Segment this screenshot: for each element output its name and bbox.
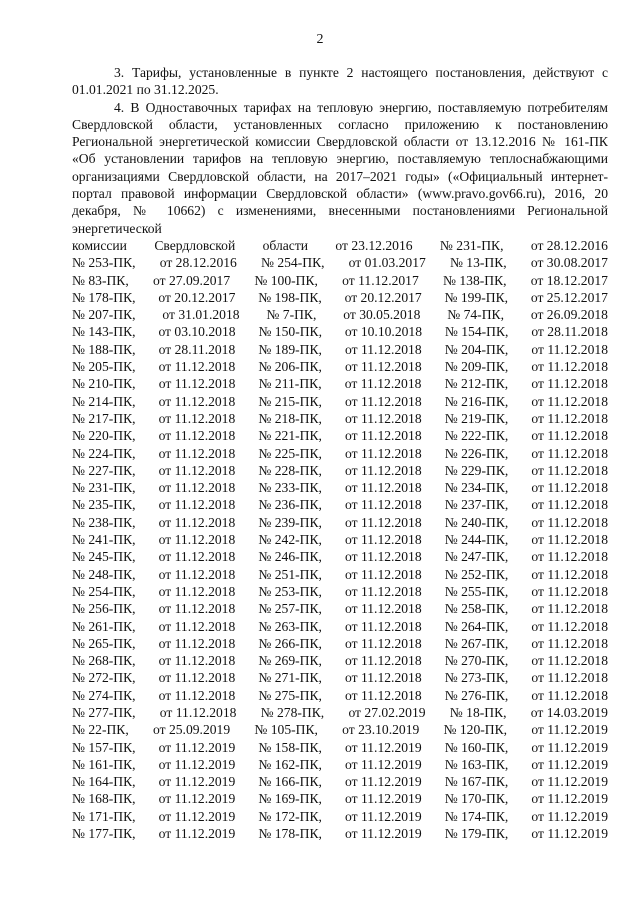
list-cell: от 11.12.2018 <box>345 618 422 634</box>
list-cell: от 11.12.2018 <box>345 341 422 357</box>
list-cell: от 30.05.2018 <box>343 307 421 323</box>
list-cell: от 11.12.2018 <box>531 635 608 651</box>
list-cell: № 220-ПК, <box>72 428 136 444</box>
list-cell: № 219-ПК, <box>444 410 509 426</box>
list-cell: от 01.03.2017 <box>348 255 426 271</box>
list-cell: № 214-ПК, <box>72 393 136 409</box>
list-line <box>72 358 608 375</box>
list-cell: № 174-ПК, <box>444 808 509 824</box>
list-cell: № 105-ПК, <box>254 722 318 738</box>
list-cell: № 224-ПК, <box>72 445 136 461</box>
list-cell: № 240-ПК, <box>444 514 509 530</box>
list-cell: от 11.12.2019 <box>531 826 608 842</box>
list-cell: от 11.12.2018 <box>345 601 422 617</box>
list-cell: № 160-ПК, <box>444 739 509 755</box>
list-cell: № 239-ПК, <box>258 514 322 530</box>
list-cell: от 03.10.2018 <box>158 324 236 340</box>
list-cell: от 11.12.2019 <box>531 808 608 824</box>
list-cell: № 199-ПК, <box>444 289 509 305</box>
list-cell: от 11.12.2018 <box>531 445 608 461</box>
list-cell: № 256-ПК, <box>72 601 136 617</box>
list-cell: № 269-ПК, <box>258 653 322 669</box>
list-cell: № 177-ПК, <box>72 826 136 842</box>
list-cell: № 235-ПК, <box>72 497 136 513</box>
list-cell: от 11.12.2018 <box>531 687 608 703</box>
list-cell: от 11.12.2018 <box>345 532 422 548</box>
list-cell: от 11.12.2018 <box>158 410 236 426</box>
list-cell: № 204-ПК, <box>444 341 509 357</box>
list-cell: № 275-ПК, <box>258 687 322 703</box>
list-cell: № 120-ПК, <box>443 722 508 738</box>
list-cell: от 11.12.2019 <box>345 791 422 807</box>
list-line <box>72 687 608 704</box>
list-cell: от 11.12.2019 <box>345 756 422 772</box>
list-cell: № 211-ПК, <box>258 376 322 392</box>
list-line <box>72 548 608 565</box>
list-cell: от 28.12.2016 <box>530 237 608 253</box>
list-cell: № 276-ПК, <box>444 687 509 703</box>
list-cell: № 241-ПК, <box>72 532 136 548</box>
list-cell: № 205-ПК, <box>72 359 136 375</box>
list-cell: № 209-ПК, <box>444 359 509 375</box>
list-cell: № 169-ПК, <box>258 791 322 807</box>
list-cell: от 11.12.2019 <box>345 774 422 790</box>
list-cell: № 22-ПК, <box>72 722 129 738</box>
list-cell: от 11.12.2018 <box>531 532 608 548</box>
list-cell: № 231-ПК, <box>72 480 136 496</box>
list-cell: № 274-ПК, <box>72 687 136 703</box>
list-cell: области <box>262 237 309 253</box>
list-cell: от 11.12.2018 <box>531 618 608 634</box>
list-line <box>72 237 608 254</box>
list-line <box>72 479 608 496</box>
list-cell: от 11.12.2018 <box>531 393 608 409</box>
list-cell: № 265-ПК, <box>72 635 136 651</box>
list-cell: № 237-ПК, <box>444 497 509 513</box>
list-cell: № 13-ПК, <box>449 255 507 271</box>
list-cell: № 253-ПК, <box>258 583 322 599</box>
list-cell: № 227-ПК, <box>72 462 136 478</box>
list-cell: от 11.12.2018 <box>531 566 608 582</box>
list-cell: № 215-ПК, <box>258 393 322 409</box>
list-cell: № 277-ПК, <box>72 704 136 720</box>
list-cell: от 11.12.2019 <box>158 756 236 772</box>
list-cell: № 264-ПК, <box>444 618 509 634</box>
list-cell: от 11.12.2019 <box>158 826 236 842</box>
list-cell: № 171-ПК, <box>72 808 136 824</box>
list-cell: от 11.12.2018 <box>158 532 236 548</box>
list-cell: от 11.12.2018 <box>158 514 236 530</box>
list-cell: № 271-ПК, <box>258 670 322 686</box>
list-cell: № 167-ПК, <box>444 774 509 790</box>
list-cell: № 7-ПК, <box>266 307 317 323</box>
list-cell: № 178-ПК, <box>258 826 322 842</box>
list-cell: от 11.12.2018 <box>531 549 608 565</box>
list-cell: от 11.12.2018 <box>345 497 422 513</box>
list-line <box>72 289 608 306</box>
list-line <box>72 825 608 842</box>
document-body <box>72 64 608 842</box>
list-cell: № 245-ПК, <box>72 549 136 565</box>
list-cell: № 258-ПК, <box>444 601 509 617</box>
list-cell: от 11.12.2019 <box>158 808 236 824</box>
list-cell: № 188-ПК, <box>72 341 136 357</box>
list-cell: от 11.12.2018 <box>345 462 422 478</box>
list-cell: от 11.12.2018 <box>158 376 236 392</box>
list-cell: от 11.12.2018 <box>158 497 236 513</box>
list-cell: от 11.12.2018 <box>345 393 422 409</box>
list-cell: № 278-ПК, <box>260 704 325 720</box>
list-cell: от 28.11.2018 <box>158 341 236 357</box>
list-cell: от 11.12.2018 <box>158 687 236 703</box>
list-cell: № 217-ПК, <box>72 410 136 426</box>
list-cell: № 244-ПК, <box>444 532 509 548</box>
list-line <box>72 341 608 358</box>
list-cell: от 14.03.2019 <box>530 704 608 720</box>
list-cell: от 11.12.2018 <box>345 549 422 565</box>
list-line <box>72 704 608 721</box>
list-cell: от 10.10.2018 <box>344 324 423 340</box>
list-cell: № 225-ПК, <box>258 445 322 461</box>
list-cell: Свердловской <box>154 237 236 253</box>
list-cell: от 26.09.2018 <box>530 307 608 323</box>
list-line <box>72 306 608 323</box>
list-cell: от 11.12.2018 <box>345 566 422 582</box>
list-line <box>72 635 608 652</box>
list-cell: от 11.12.2018 <box>531 601 608 617</box>
list-cell: от 27.02.2019 <box>348 704 426 720</box>
list-cell: от 11.12.2018 <box>344 376 422 392</box>
list-cell: № 251-ПК, <box>258 566 322 582</box>
list-cell: № 254-ПК, <box>260 255 325 271</box>
list-cell: от 23.12.2016 <box>335 237 413 253</box>
list-cell: от 11.12.2018 <box>531 341 608 357</box>
list-cell: № 272-ПК, <box>72 670 136 686</box>
list-line <box>72 721 608 738</box>
list-cell: от 11.12.2018 <box>531 670 608 686</box>
list-cell: № 263-ПК, <box>258 618 322 634</box>
page-number: 2 <box>316 32 324 47</box>
list-cell: № 252-ПК, <box>444 566 509 582</box>
list-cell: № 238-ПК, <box>72 514 136 530</box>
list-line <box>72 375 608 392</box>
list-line <box>72 496 608 513</box>
list-cell: от 11.12.2018 <box>158 480 236 496</box>
list-cell: от 11.12.2019 <box>531 756 608 772</box>
resolution-list <box>72 237 608 842</box>
list-line <box>72 427 608 444</box>
list-cell: от 11.12.2019 <box>345 826 422 842</box>
list-cell: от 11.12.2018 <box>345 687 422 703</box>
list-cell: от 11.12.2018 <box>158 393 236 409</box>
list-line <box>72 790 608 807</box>
list-cell: № 254-ПК, <box>72 583 136 599</box>
list-cell: № 253-ПК, <box>72 255 136 271</box>
list-line <box>72 514 608 531</box>
list-cell: № 207-ПК, <box>72 307 136 323</box>
list-cell: № 178-ПК, <box>72 289 136 305</box>
list-cell: от 11.12.2018 <box>531 653 608 669</box>
list-cell: № 270-ПК, <box>444 653 509 669</box>
list-cell: от 11.12.2018 <box>159 704 237 720</box>
list-cell: № 164-ПК, <box>72 774 136 790</box>
list-cell: от 11.12.2018 <box>345 514 422 530</box>
list-cell: от 11.12.2018 <box>345 359 422 375</box>
list-cell: от 11.12.2018 <box>158 549 236 565</box>
list-cell: № 206-ПК, <box>258 359 322 375</box>
list-cell: № 228-ПК, <box>258 462 322 478</box>
list-cell: от 11.12.2018 <box>158 653 236 669</box>
list-cell: от 11.12.2019 <box>531 774 608 790</box>
list-cell: № 221-ПК, <box>258 428 322 444</box>
list-cell: от 11.12.2018 <box>158 601 236 617</box>
list-cell: от 11.12.2018 <box>531 428 608 444</box>
list-cell: от 11.12.2019 <box>531 791 608 807</box>
list-cell: № 267-ПК, <box>444 635 509 651</box>
list-cell: № 154-ПК, <box>444 324 509 340</box>
list-cell: № 226-ПК, <box>444 445 509 461</box>
list-cell: от 11.12.2017 <box>342 272 419 288</box>
list-cell: № 162-ПК, <box>258 756 322 772</box>
list-cell: № 210-ПК, <box>72 376 136 392</box>
paragraph-3: 3. Тарифы, установленные в пункте 2 настоящего постановления, действуют с 01.01.2021 по 31.12.2025. <box>72 65 608 98</box>
list-line <box>72 756 608 773</box>
list-cell: № 222-ПК, <box>444 428 509 444</box>
list-cell: № 242-ПК, <box>258 532 322 548</box>
list-cell: № 233-ПК, <box>258 480 322 496</box>
list-cell: от 11.12.2019 <box>531 739 608 755</box>
list-cell: от 25.12.2017 <box>530 289 608 305</box>
list-line <box>72 808 608 825</box>
list-cell: от 11.12.2018 <box>345 653 422 669</box>
list-cell: от 11.12.2018 <box>345 480 422 496</box>
list-line <box>72 773 608 790</box>
list-line <box>72 272 608 289</box>
list-cell: № 150-ПК, <box>258 324 323 340</box>
list-line <box>72 583 608 600</box>
list-cell: от 30.08.2017 <box>530 255 608 271</box>
list-cell: № 100-ПК, <box>254 272 318 288</box>
list-cell: от 18.12.2017 <box>530 272 608 288</box>
list-cell: от 11.12.2019 <box>158 791 236 807</box>
list-cell: № 273-ПК, <box>444 670 509 686</box>
list-line <box>72 618 608 635</box>
list-cell: от 11.12.2018 <box>345 635 422 651</box>
list-cell: от 11.12.2019 <box>345 739 422 755</box>
paragraph-4: 4. В Одноставочных тарифах на тепловую энергию, поставляемую потребителям Свердловской области, установленных согласно приложению к постановлению Региональной энергетической комиссии Свердловской области от 13.12.2016 № 161-ПК «Об установлении тарифов на тепловую энергию, поставляемую теплоснабжающими организациями Свердловской области, на 2017–2021 годы» («Официальный интернет-портал правовой информации Свердловской области» (www.pravo.gov66.ru), 2016, 20 декабря, № 10662) с изменениями, внесенными постановлениями Региональной энергетической <box>72 99 608 236</box>
list-cell: № 168-ПК, <box>72 791 136 807</box>
list-cell: от 11.12.2018 <box>158 462 236 478</box>
list-cell: от 11.12.2018 <box>158 583 236 599</box>
list-cell: № 161-ПК, <box>72 756 136 772</box>
list-cell: № 157-ПК, <box>72 739 136 755</box>
list-line <box>72 393 608 410</box>
list-cell: № 218-ПК, <box>258 410 322 426</box>
list-cell: № 143-ПК, <box>72 324 136 340</box>
list-line <box>72 669 608 686</box>
list-cell: № 198-ПК, <box>258 289 322 305</box>
list-cell: от 11.12.2018 <box>531 462 608 478</box>
list-cell: от 11.12.2019 <box>158 739 236 755</box>
list-cell: № 138-ПК, <box>443 272 507 288</box>
list-cell: № 247-ПК, <box>444 549 509 565</box>
list-cell: № 172-ПК, <box>258 808 322 824</box>
list-cell: № 261-ПК, <box>72 618 136 634</box>
list-cell: № 216-ПК, <box>444 393 509 409</box>
list-cell: от 11.12.2019 <box>158 774 236 790</box>
list-cell: от 23.10.2019 <box>342 722 420 738</box>
list-line <box>72 462 608 479</box>
list-cell: от 11.12.2018 <box>531 583 608 599</box>
list-cell: № 170-ПК, <box>444 791 509 807</box>
list-cell: № 268-ПК, <box>72 653 136 669</box>
list-cell: от 11.12.2019 <box>531 722 608 738</box>
list-cell: от 28.11.2018 <box>531 324 608 340</box>
list-line <box>72 531 608 548</box>
list-cell: № 189-ПК, <box>258 341 322 357</box>
list-cell: от 28.12.2016 <box>159 255 237 271</box>
list-cell: № 212-ПК, <box>444 376 509 392</box>
list-cell: комиссии <box>72 237 127 253</box>
list-line <box>72 600 608 617</box>
list-cell: от 11.12.2018 <box>158 566 236 582</box>
list-line <box>72 566 608 583</box>
list-cell: от 11.12.2018 <box>531 359 608 375</box>
list-cell: от 27.09.2017 <box>153 272 231 288</box>
list-cell: от 11.12.2018 <box>158 670 236 686</box>
list-cell: от 11.12.2018 <box>345 670 422 686</box>
list-cell: от 11.12.2018 <box>531 376 608 392</box>
list-line <box>72 652 608 669</box>
list-cell: № 18-ПК, <box>449 704 507 720</box>
list-cell: от 11.12.2018 <box>345 445 422 461</box>
list-cell: от 11.12.2018 <box>158 635 236 651</box>
list-cell: № 231-ПК, <box>439 237 504 253</box>
list-cell: № 246-ПК, <box>258 549 322 565</box>
list-cell: от 11.12.2018 <box>345 583 422 599</box>
list-cell: от 11.12.2018 <box>158 359 236 375</box>
list-cell: от 11.12.2019 <box>345 808 422 824</box>
list-line <box>72 254 608 271</box>
list-line <box>72 445 608 462</box>
list-cell: № 229-ПК, <box>444 462 509 478</box>
list-line <box>72 323 608 340</box>
list-line <box>72 739 608 756</box>
list-cell: от 20.12.2017 <box>344 289 422 305</box>
list-cell: от 11.12.2018 <box>531 480 608 496</box>
list-cell: № 255-ПК, <box>444 583 509 599</box>
list-cell: № 234-ПК, <box>444 480 509 496</box>
list-cell: от 20.12.2017 <box>158 289 236 305</box>
list-cell: от 25.09.2019 <box>153 722 231 738</box>
list-cell: № 83-ПК, <box>72 272 129 288</box>
list-cell: № 163-ПК, <box>444 756 509 772</box>
list-cell: от 11.12.2018 <box>345 428 422 444</box>
list-cell: № 74-ПК, <box>447 307 504 323</box>
list-cell: № 179-ПК, <box>444 826 509 842</box>
list-cell: № 158-ПК, <box>258 739 322 755</box>
list-cell: от 11.12.2018 <box>158 618 236 634</box>
list-cell: от 11.12.2018 <box>345 410 422 426</box>
list-cell: № 266-ПК, <box>258 635 322 651</box>
list-line <box>72 410 608 427</box>
list-cell: № 257-ПК, <box>258 601 322 617</box>
list-cell: от 11.12.2018 <box>158 445 236 461</box>
list-cell: от 31.01.2018 <box>162 307 240 323</box>
list-cell: № 236-ПК, <box>258 497 322 513</box>
list-cell: от 11.12.2018 <box>531 514 608 530</box>
list-cell: от 11.12.2018 <box>531 410 608 426</box>
list-cell: № 248-ПК, <box>72 566 136 582</box>
list-cell: от 11.12.2018 <box>531 497 608 513</box>
list-cell: № 166-ПК, <box>258 774 322 790</box>
list-cell: от 11.12.2018 <box>158 428 236 444</box>
